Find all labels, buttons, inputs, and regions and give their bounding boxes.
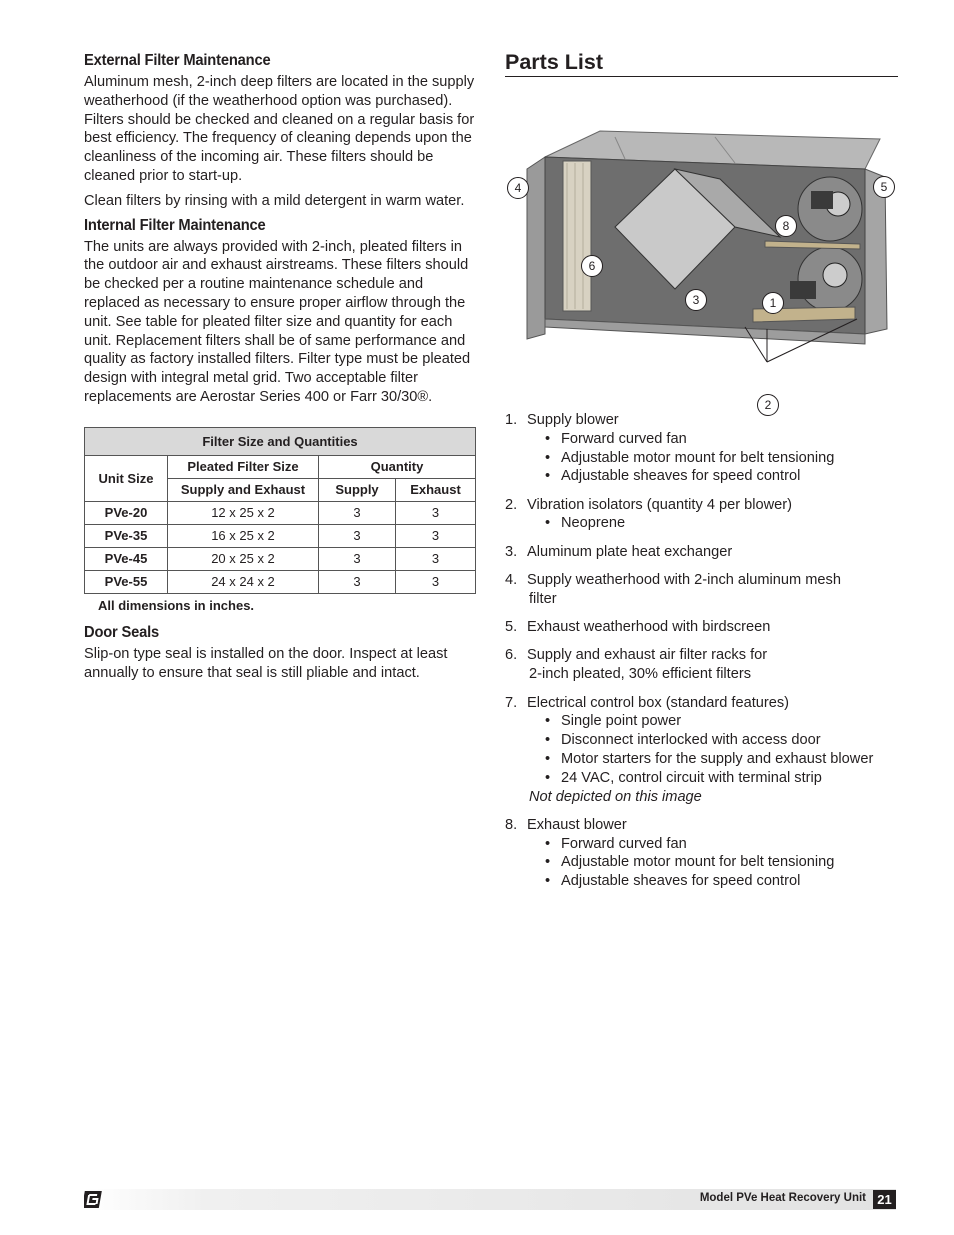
filter-table <box>84 427 476 594</box>
table-row <box>85 501 476 524</box>
sub-list <box>505 835 898 891</box>
page-number: 21 <box>873 1190 896 1209</box>
unit-cell: PVe-55 <box>85 570 168 593</box>
list-item <box>505 571 898 609</box>
part-name: Exhaust blower <box>527 816 627 833</box>
sub-list <box>505 430 898 486</box>
parts-list <box>505 411 898 891</box>
part-name: Electrical control box (standard features) <box>527 694 789 711</box>
sub-item: • Forward curved fan <box>545 835 898 854</box>
callout-6: 6 <box>581 255 603 277</box>
sub-item: • Neoprene <box>545 514 898 533</box>
part-name: Vibration isolators (quantity 4 per blower) <box>527 496 792 513</box>
table-note: All dimensions in inches. <box>98 597 255 613</box>
sub-item: • 24 VAC, control circuit with terminal strip <box>545 769 898 788</box>
internal-filter-text: The units are always provided with 2-inch, pleated filters in the outdoor air and exhaust airstreams. These filters should be checked per a routine maintenance schedule and replaced as necessary to ensure proper airflow through the unit. See table for pleated filter size and quantity for each unit. Replacement filters shall be of same performance and quality as factory installed filters. Filter type must be pleated design with integral metal grid. Two acceptable filter replacements are Aerostar Series 400 or Farr 30/30®. <box>84 238 471 405</box>
supply-cell: 3 <box>319 570 396 593</box>
callout-5: 5 <box>873 176 895 198</box>
filter-table-caption: Filter Size and Quantities <box>85 427 476 455</box>
list-item <box>505 694 898 807</box>
exhaust-cell: 3 <box>396 501 476 524</box>
unit-cell: PVe-45 <box>85 547 168 570</box>
callout-4: 4 <box>507 177 529 199</box>
sub-item: • Adjustable motor mount for belt tensioning <box>545 853 898 872</box>
list-item <box>505 496 898 534</box>
callout-3: 3 <box>685 289 707 311</box>
not-depicted-note: Not depicted on this image <box>529 788 702 805</box>
external-filter-text: Aluminum mesh, 2-inch deep filters are located in the supply weatherhood (if the weatherhood option was purchased). Filters should be checked and cleaned on a regular basis for best efficiency. The frequency of cleaning depends upon the cleanliness of the incoming air. These filters should be cleaned prior to start-up. <box>84 74 475 184</box>
parts-list-title: Parts List <box>505 50 898 77</box>
part-name-continued: 2-inch pleated, 30% efficient filters <box>529 666 752 683</box>
size-cell: 12 x 25 x 2 <box>168 501 319 524</box>
unit-illustration <box>505 129 898 411</box>
external-filter-cleaning: Clean filters by rinsing with a mild detergent in warm water. <box>84 192 465 209</box>
door-seals-section <box>84 624 476 683</box>
supply-weatherhood <box>527 157 545 339</box>
sub-item: • Adjustable sheaves for speed control <box>545 467 898 486</box>
unit-size-header: Unit Size <box>85 455 168 501</box>
sub-list <box>505 514 898 533</box>
exhaust-cell: 3 <box>396 570 476 593</box>
size-cell: 20 x 25 x 2 <box>168 547 319 570</box>
unit-cell: PVe-20 <box>85 501 168 524</box>
part-name: Supply weatherhood with 2-inch aluminum mesh <box>527 572 841 589</box>
supply-header: Supply <box>319 478 396 501</box>
door-seals-text: Slip-on type seal is installed on the door. Inspect at least annually to ensure that seal is still pliable and intact. <box>84 645 448 681</box>
part-number: 5. <box>505 619 518 636</box>
pleated-filter-header: Pleated Filter Size <box>168 455 319 478</box>
callout-1: 1 <box>762 292 784 314</box>
part-number: 2. <box>505 496 518 513</box>
exhaust-header: Exhaust <box>396 478 476 501</box>
footer-title: Model PVe Heat Recovery Unit <box>699 1192 866 1204</box>
sub-list <box>505 712 898 787</box>
supply-blower-motor <box>790 281 816 299</box>
callout-2: 2 <box>757 394 779 416</box>
list-item <box>505 816 898 891</box>
unit-cell: PVe-35 <box>85 524 168 547</box>
part-number: 8. <box>505 816 518 833</box>
list-item <box>505 411 898 486</box>
part-name: Supply and exhaust air filter racks for <box>527 647 768 664</box>
page-footer <box>84 1189 896 1210</box>
supply-blower-sheave <box>823 263 847 287</box>
exhaust-blower-motor <box>811 191 833 209</box>
part-number: 6. <box>505 647 518 664</box>
supply-cell: 3 <box>319 501 396 524</box>
unit-diagram <box>505 129 898 411</box>
quantity-header: Quantity <box>319 455 476 478</box>
right-column <box>505 50 898 901</box>
size-cell: 16 x 25 x 2 <box>168 524 319 547</box>
part-number: 3. <box>505 543 518 560</box>
door-seals-heading: Door Seals <box>84 623 160 641</box>
sub-item: • Disconnect interlocked with access door <box>545 731 898 750</box>
part-name-continued: filter <box>529 590 557 607</box>
sub-item: • Motor starters for the supply and exhaust blower <box>545 750 898 769</box>
supply-cell: 3 <box>319 524 396 547</box>
part-number: 1. <box>505 412 518 428</box>
part-name: Aluminum plate heat exchanger <box>527 543 733 560</box>
part-name: Supply blower <box>527 412 619 428</box>
list-item <box>505 646 898 684</box>
callout-8: 8 <box>775 215 797 237</box>
supply-exhaust-header: Supply and Exhaust <box>168 478 319 501</box>
exhaust-cell: 3 <box>396 524 476 547</box>
sub-item: • Forward curved fan <box>545 430 898 449</box>
list-item <box>505 543 898 562</box>
part-number: 4. <box>505 572 518 589</box>
sub-item: • Single point power <box>545 712 898 731</box>
table-row <box>85 547 476 570</box>
sub-item: • Adjustable motor mount for belt tensioning <box>545 449 898 468</box>
internal-filter-heading: Internal Filter Maintenance <box>84 216 266 234</box>
greenheck-logo-icon <box>84 1190 104 1209</box>
size-cell: 24 x 24 x 2 <box>168 570 319 593</box>
external-filter-section <box>84 52 476 211</box>
external-filter-heading: External Filter Maintenance <box>84 52 271 69</box>
sub-item: • Adjustable sheaves for speed control <box>545 872 898 891</box>
part-number: 7. <box>505 694 518 711</box>
exhaust-cell: 3 <box>396 547 476 570</box>
table-row <box>85 524 476 547</box>
part-name: Exhaust weatherhood with birdscreen <box>527 619 771 636</box>
table-row <box>85 570 476 593</box>
left-column <box>84 52 476 688</box>
list-item <box>505 618 898 637</box>
supply-cell: 3 <box>319 547 396 570</box>
internal-filter-section <box>84 217 476 407</box>
